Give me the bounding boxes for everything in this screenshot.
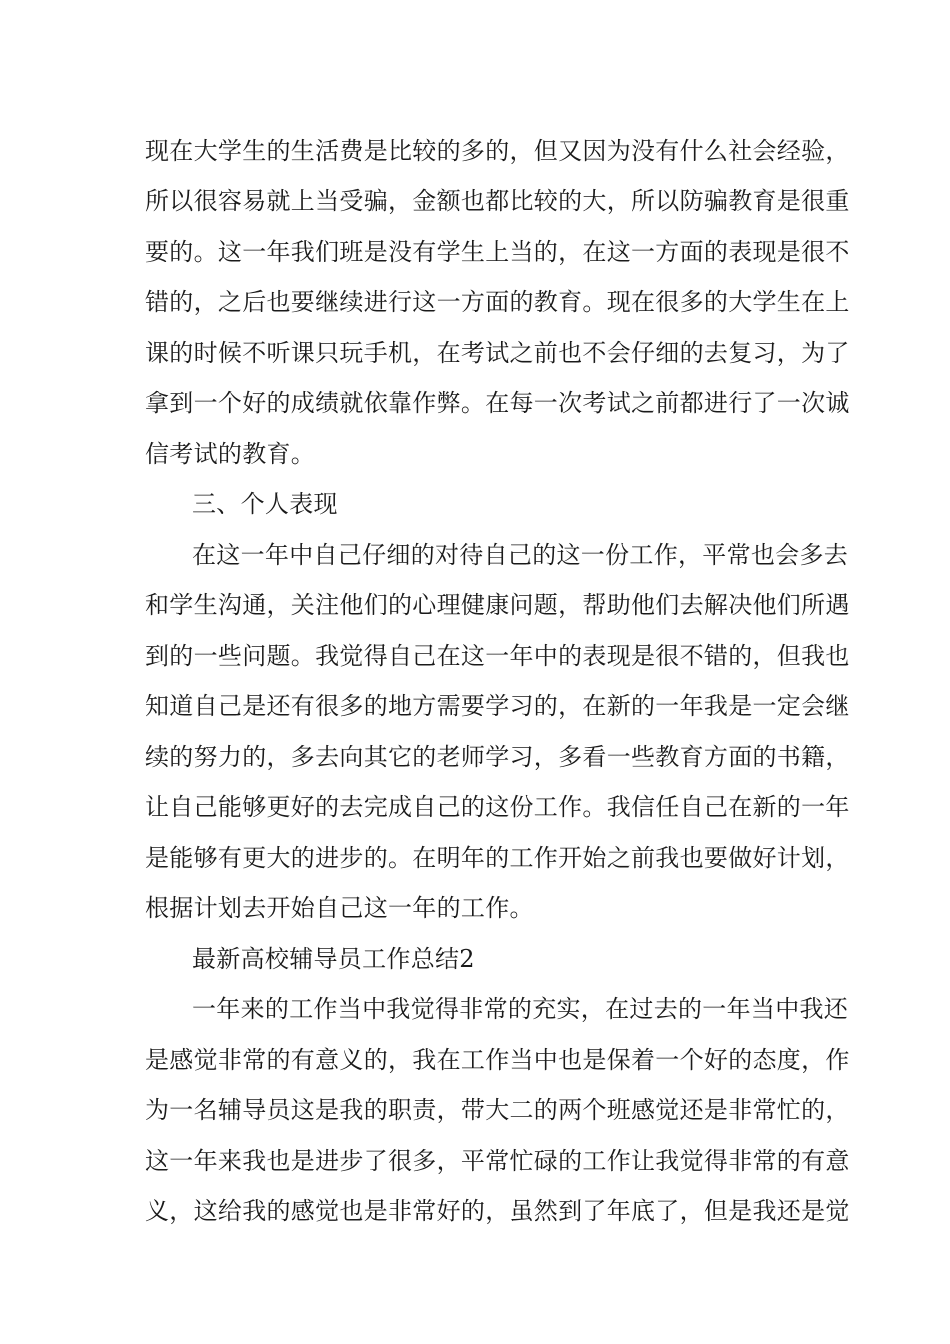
paragraph-2-line-8: 根据计划去开始自己这一年的工作。	[145, 894, 534, 922]
paragraph-1-line-7: 信考试的教育。	[145, 440, 316, 468]
paragraph-3-line-1: 一年来的工作当中我觉得非常的充实，在过去的一年当中我还	[192, 995, 849, 1023]
paragraph-2-line-4: 知道自己是还有很多的地方需要学习的，在新的一年我是一定会继	[145, 692, 850, 720]
paragraph-1-line-4: 错的，之后也要继续进行这一方面的教育。现在很多的大学生在上	[145, 288, 850, 316]
paragraph-2-line-2: 和学生沟通，关注他们的心理健康问题，帮助他们去解决他们所遇	[145, 591, 850, 619]
paragraph-1-line-3: 要的。这一年我们班是没有学生上当的，在这一方面的表现是很不	[145, 238, 850, 266]
paragraph-2-line-3: 到的一些问题。我觉得自己在这一年中的表现是很不错的，但我也	[145, 642, 850, 670]
section-heading-personal-performance: 三、个人表现	[192, 490, 338, 518]
paragraph-2-line-5: 续的努力的，多去向其它的老师学习，多看一些教育方面的书籍，	[145, 743, 850, 771]
paragraph-3-line-4: 这一年来我也是进步了很多，平常忙碌的工作让我觉得非常的有意	[145, 1147, 850, 1175]
paragraph-3-line-3: 为一名辅导员这是我的职责，带大二的两个班感觉还是非常忙的，	[145, 1096, 850, 1124]
paragraph-2-line-6: 让自己能够更好的去完成自己的这份工作。我信任自己在新的一年	[145, 793, 850, 821]
paragraph-3-line-5: 义，这给我的感觉也是非常好的，虽然到了年底了，但是我还是觉	[145, 1197, 850, 1225]
paragraph-2-line-7: 是能够有更大的进步的。在明年的工作开始之前我也要做好计划，	[145, 844, 850, 872]
paragraph-1-line-1: 现在大学生的生活费是比较的多的，但又因为没有什么社会经验，	[145, 137, 850, 165]
section-title: 最新高校辅导员工作总结2	[192, 945, 475, 973]
paragraph-2-line-1: 在这一年中自己仔细的对待自己的这一份工作，平常也会多去	[192, 541, 849, 569]
paragraph-1-line-2: 所以很容易就上当受骗，金额也都比较的大，所以防骗教育是很重	[145, 187, 850, 215]
paragraph-1-line-6: 拿到一个好的成绩就依靠作弊。在每一次考试之前都进行了一次诚	[145, 389, 850, 417]
paragraph-3-line-2: 是感觉非常的有意义的，我在工作当中也是保着一个好的态度，作	[145, 1046, 850, 1074]
paragraph-1-line-5: 课的时候不听课只玩手机，在考试之前也不会仔细的去复习，为了	[145, 339, 850, 367]
